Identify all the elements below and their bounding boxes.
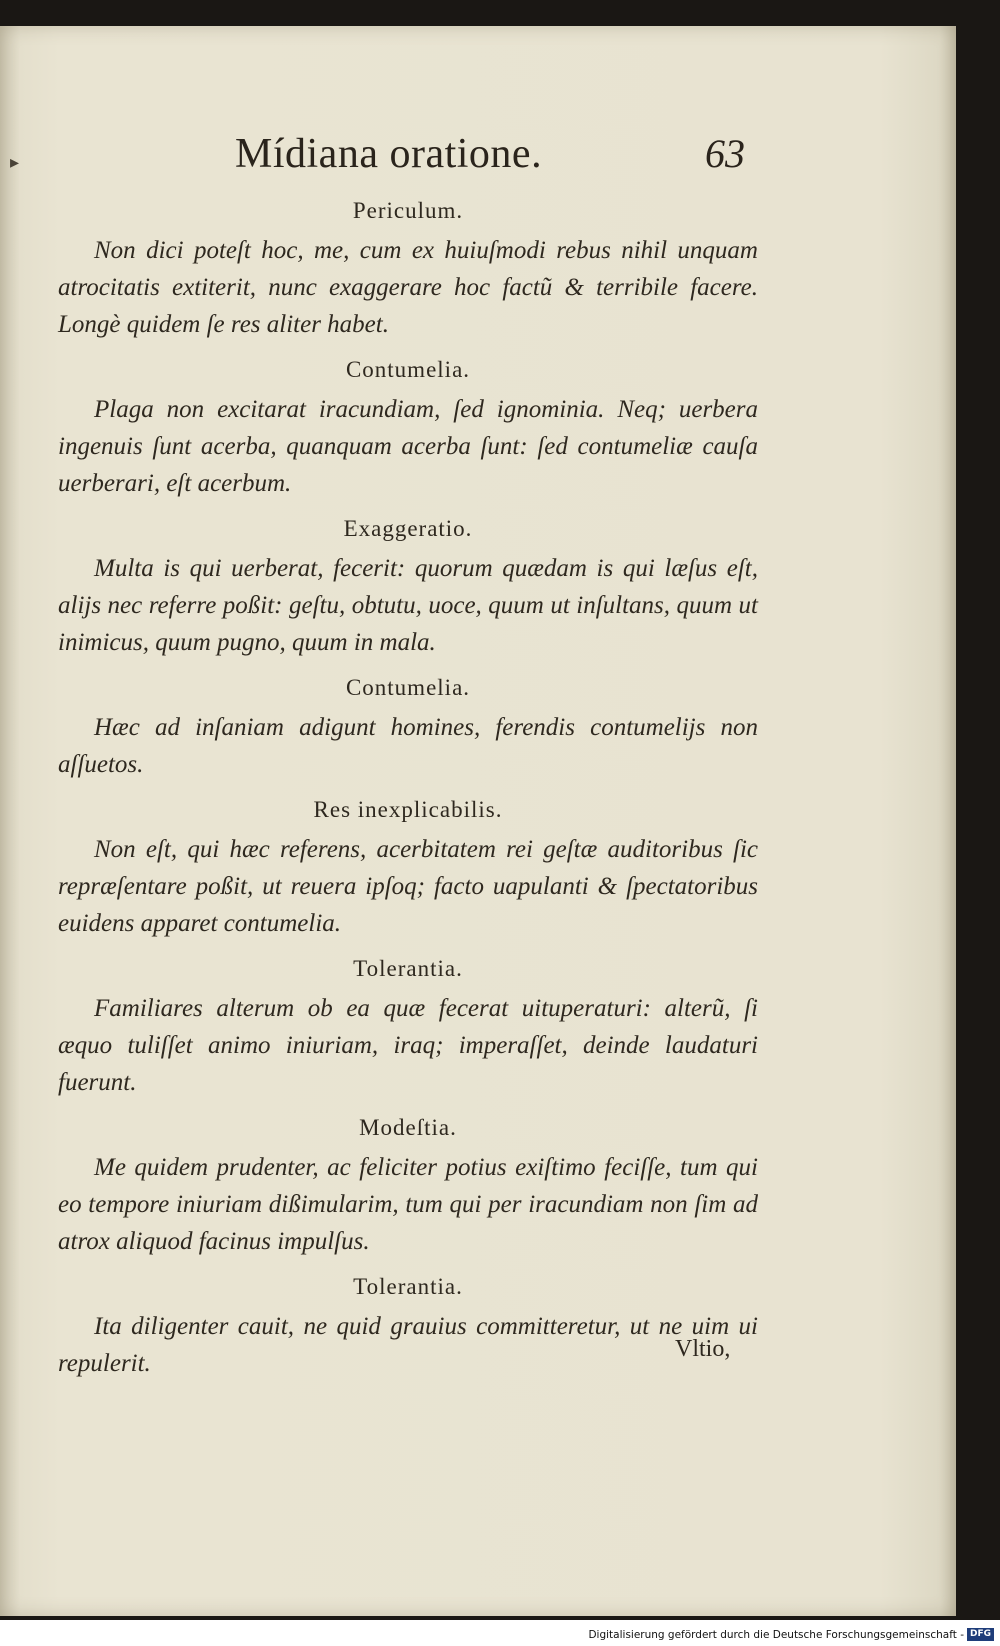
section: [58, 512, 758, 661]
section: [58, 671, 758, 783]
section-heading: Res inexplicabilis.: [313, 797, 503, 822]
section: [58, 1111, 758, 1260]
section-text: Plaga non excitarat iracundiam, ſed ignominia. Neq; uerbera ingenuis ſunt acerba, quanquam acerba ſunt: ſed contumeliæ cauſa uerberari, eſt acerbum.: [58, 396, 758, 497]
section-heading: Contumelia.: [345, 357, 471, 382]
section: [58, 353, 758, 502]
book-page: [0, 26, 956, 1616]
running-head: Mídiana oratione.: [235, 131, 543, 177]
section: [58, 952, 758, 1101]
digitization-footer: [588, 1628, 994, 1641]
section: [58, 194, 758, 343]
section-heading: Modeſtia.: [359, 1115, 457, 1140]
section-text: Non dici poteſt hoc, me, cum ex huiuſmodi rebus nihil unquam atrocitatis extiterit, nunc exaggerare hoc factũ & terribile facere. Longè quidem ſe res aliter habet.: [58, 237, 758, 338]
section-heading: Tolerantia.: [353, 1274, 463, 1299]
section-text: Ita diligenter cauit, ne quid grauius committeretur, ut ne uim ui repulerit.: [58, 1313, 758, 1377]
section-heading: Periculum.: [352, 198, 464, 223]
page-number: 63: [705, 131, 745, 176]
section-text: Me quidem prudenter, ac feliciter potius exiſtimo feciſſe, tum qui eo tempore iniuriam dißimularim, tum qui per iracundiam non ſim ad atrox aliquod facinus impulſus.: [58, 1154, 758, 1255]
section-text: Hæc ad inſaniam adigunt homines, ferendis contumelijs non aſſuetos.: [58, 714, 758, 778]
section-heading: Tolerantia.: [353, 956, 463, 981]
section-heading: Contumelia.: [345, 675, 471, 700]
page-body: [58, 194, 758, 1392]
section-text: Multa is qui uerberat, fecerit: quorum quædam is qui læſus eſt, alijs nec referre poßit: geſtu, obtutu, uoce, quum ut inſultans, quum ut inimicus, quum pugno, quum in mala.: [58, 555, 758, 656]
section: [58, 793, 758, 942]
catchword: Vltio,: [675, 1336, 731, 1362]
section-text: Non eſt, qui hæc referens, acerbitatem rei geſtæ auditoribus ſic repræſentare poßit, ut reuera ipſoq; facto uapulanti & ſpectatoribus euidens apparet contumelia.: [58, 836, 758, 937]
footer-text: Digitalisierung gefördert durch die Deutsche Forschungsgemeinschaft -: [588, 1628, 964, 1641]
dfg-logo-icon: DFG: [967, 1628, 994, 1641]
margin-mark: ▸: [10, 152, 20, 173]
section-heading: Exaggeratio.: [343, 516, 473, 541]
section-text: Familiares alterum ob ea quæ fecerat uituperaturi: alterũ, ſi æquo tuliſſet animo iniuriam, iraq; imperaſſet, deinde laudaturi fuerunt.: [58, 995, 758, 1096]
section: [58, 1270, 758, 1382]
